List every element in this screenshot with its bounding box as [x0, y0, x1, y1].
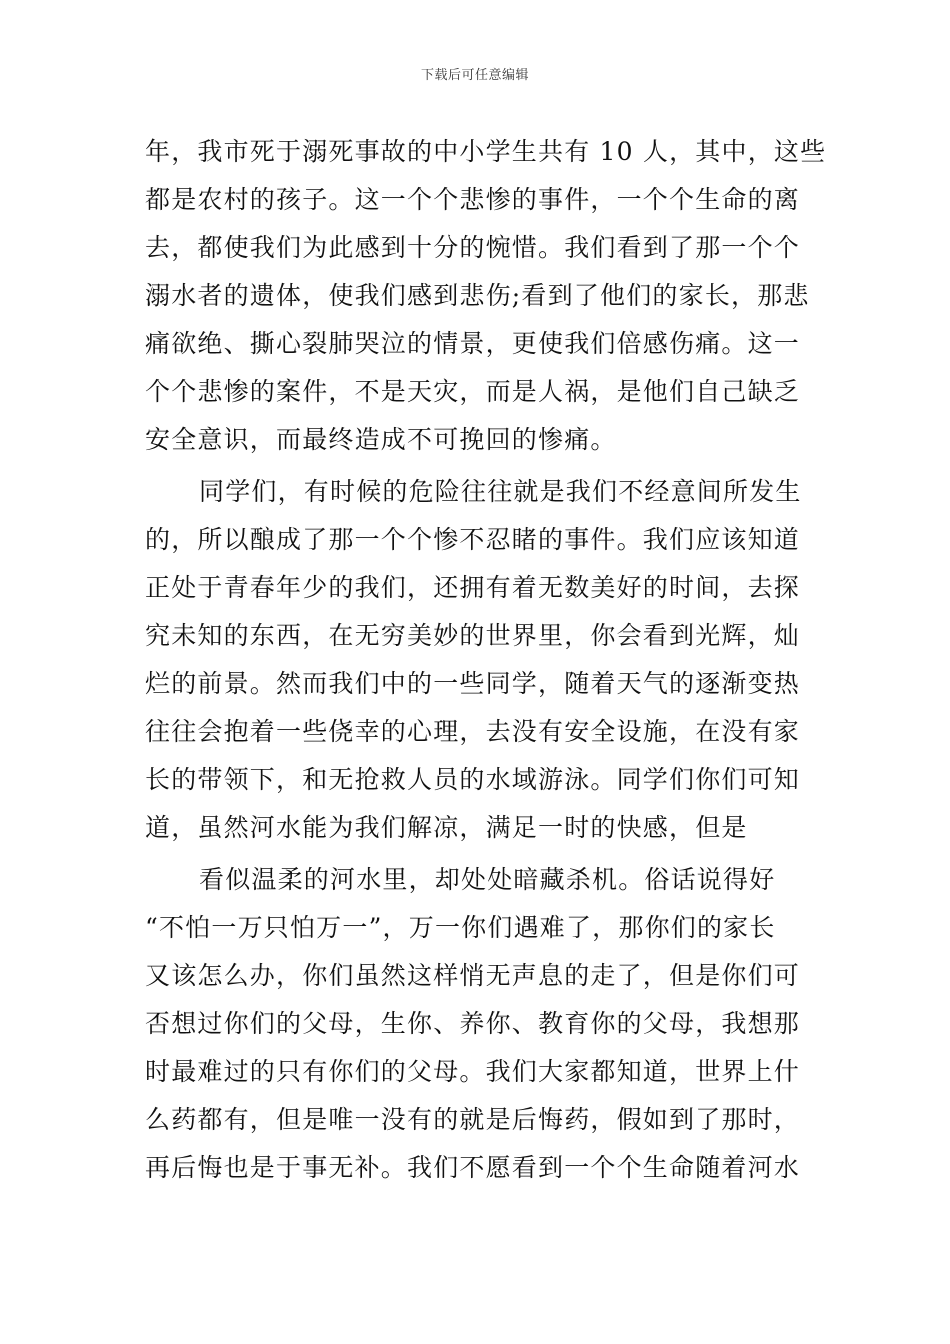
- text-line: 的，所以酿成了那一个个惨不忍睹的事件。我们应该知道: [145, 525, 801, 554]
- paragraph-2: [145, 468, 810, 852]
- text-line: 去，都使我们为此感到十分的惋惜。我们看到了那一个个: [145, 233, 801, 262]
- document-body: [145, 128, 827, 1192]
- page-header: 下载后可任意编辑: [420, 68, 529, 83]
- paragraph-3: [145, 856, 810, 1192]
- text-line-indented: 同学们，有时候的危险往往就是我们不经意间所发生: [199, 477, 802, 506]
- text-line: “不怕一万只怕万一”，万一你们遇难了，那你们的家长: [145, 913, 776, 942]
- text-line: 烂的前景。然而我们中的一些同学，随着天气的逐渐变热: [145, 669, 801, 698]
- text-line: 道，虽然河水能为我们解凉，满足一时的快感，但是: [145, 813, 748, 842]
- text-line: 么药都有，但是唯一没有的就是后悔药，假如到了那时，: [145, 1105, 801, 1134]
- text-line: 溺水者的遗体，使我们感到悲伤;看到了他们的家长，那悲: [145, 281, 810, 310]
- text-line: 年，我市死于溺死事故的中小学生共有 10 人，其中，这些: [145, 137, 827, 166]
- text-line: 究未知的东西，在无穷美妙的世界里，你会看到光辉，灿: [145, 621, 801, 650]
- text-line: 再后悔也是于事无补。我们不愿看到一个个生命随着河水: [145, 1153, 801, 1182]
- text-line: 痛欲绝、撕心裂肺哭泣的情景，更使我们倍感伤痛。这一: [145, 329, 801, 358]
- text-line: 正处于青春年少的我们，还拥有着无数美好的时间，去探: [145, 573, 801, 602]
- text-line-indented: 看似温柔的河水里，却处处暗藏杀机。俗话说得好: [199, 865, 776, 894]
- text-line: 都是农村的孩子。这一个个悲惨的事件，一个个生命的离: [145, 185, 801, 214]
- text-line: 又该怎么办，你们虽然这样悄无声息的走了，但是你们可: [145, 961, 801, 990]
- paragraph-1: [145, 128, 827, 464]
- text-line: 长的带领下，和无抢救人员的水域游泳。同学们你们可知: [145, 765, 801, 794]
- text-line: 个个悲惨的案件，不是天灾，而是人祸，是他们自己缺乏: [145, 377, 801, 406]
- text-line: 时最难过的只有你们的父母。我们大家都知道，世界上什: [145, 1057, 801, 1086]
- text-line: 否想过你们的父母，生你、养你、教育你的父母，我想那: [145, 1009, 801, 1038]
- text-line: 安全意识，而最终造成不可挽回的惨痛。: [145, 425, 617, 454]
- text-line: 往往会抱着一些侥幸的心理，去没有安全设施，在没有家: [145, 717, 801, 746]
